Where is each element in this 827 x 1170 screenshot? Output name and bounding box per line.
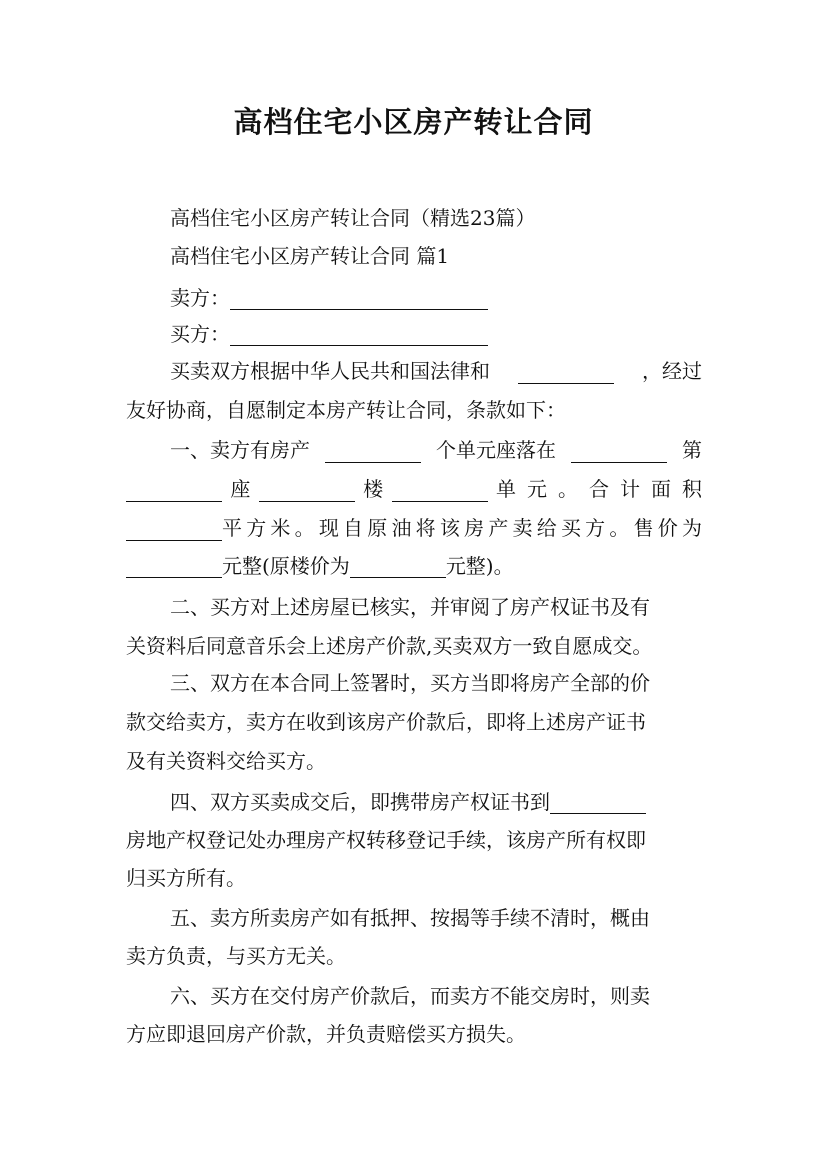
buyer-line — [170, 318, 488, 347]
subtitle: 高档住宅小区房产转让合同（精选23篇） — [170, 206, 536, 230]
intro-line-1 — [170, 355, 702, 384]
buyer-blank — [230, 325, 488, 346]
clause4-text-1: 四、双方买卖成交后，即携带房产权证书到 — [170, 790, 550, 814]
clause1-text-f: 单元。合计面积 — [495, 477, 713, 501]
seller-label: 卖方： — [170, 286, 230, 310]
clause6-line-2: 方应即退回房产价款，并负责赔偿买方损失。 — [126, 1022, 526, 1046]
clause1-line-1 — [170, 434, 702, 463]
floor-blank — [259, 481, 355, 502]
clause1-text-c: 第 — [682, 438, 702, 462]
section-heading: 高档住宅小区房产转让合同 篇1 — [170, 244, 450, 268]
clause1-line-2 — [126, 473, 713, 502]
clause1-text-h: 元整(原楼价为 — [222, 554, 350, 578]
clause1-text-a: 一、卖方有房产 — [170, 438, 310, 462]
clause4-line-3: 归买方所有。 — [126, 866, 246, 890]
clause4-line-2: 房地产权登记处办理房产权转移登记手续，该房产所有权即 — [126, 828, 646, 852]
clause3-line-2: 款交给卖方，卖方在收到该房产价款后，即将上述房产证书 — [126, 710, 646, 734]
clause1-line-4 — [126, 550, 514, 579]
registry-blank — [550, 793, 646, 814]
seller-blank — [230, 289, 488, 310]
clause1-line-3 — [126, 512, 702, 541]
unit-blank — [392, 481, 488, 502]
property-count-blank — [325, 442, 421, 463]
clause5-line-2: 卖方负责，与买方无关。 — [126, 944, 346, 968]
clause4-line-1 — [170, 786, 646, 815]
clause6-line-1: 六、买方在交付房产价款后，而卖方不能交房时，则卖 — [170, 984, 650, 1008]
clause2-line-2: 关资料后同意音乐会上述房产价款,买卖双方一致自愿成交。 — [126, 634, 653, 658]
block-blank — [126, 481, 222, 502]
buyer-label: 买方： — [170, 322, 230, 346]
intro-line-2: 友好协商，自愿制定本房产转让合同，条款如下： — [126, 398, 566, 422]
clause1-text-i: 元整)。 — [445, 554, 514, 578]
original-price-blank — [350, 557, 446, 578]
intro-text-2: ，经过 — [642, 359, 702, 383]
clause5-line-1: 五、卖方所卖房产如有抵押、按揭等手续不清时，概由 — [170, 906, 650, 930]
clause2-line-1: 二、买方对上述房屋已核实，并审阅了房产权证书及有 — [170, 595, 650, 619]
area-blank — [126, 520, 222, 541]
clause1-text-b: 个单元座落在 — [436, 438, 556, 462]
clause1-text-d: 座 — [230, 477, 251, 501]
intro-text-1: 买卖双方根据中华人民共和国法律和 — [170, 359, 490, 383]
clause1-text-e: 楼 — [363, 477, 384, 501]
clause1-text-g: 平方米。现自原油将该房产卖给买方。售价为 — [222, 516, 702, 540]
location-blank — [571, 442, 667, 463]
price-blank — [126, 557, 222, 578]
clause3-line-3: 及有关资料交给买方。 — [126, 749, 326, 773]
clause3-line-1: 三、双方在本合同上签署时，买方当即将房产全部的价 — [170, 671, 650, 695]
law-blank — [518, 363, 614, 384]
document-title: 高档住宅小区房产转让合同 — [233, 105, 594, 139]
seller-line — [170, 282, 488, 311]
